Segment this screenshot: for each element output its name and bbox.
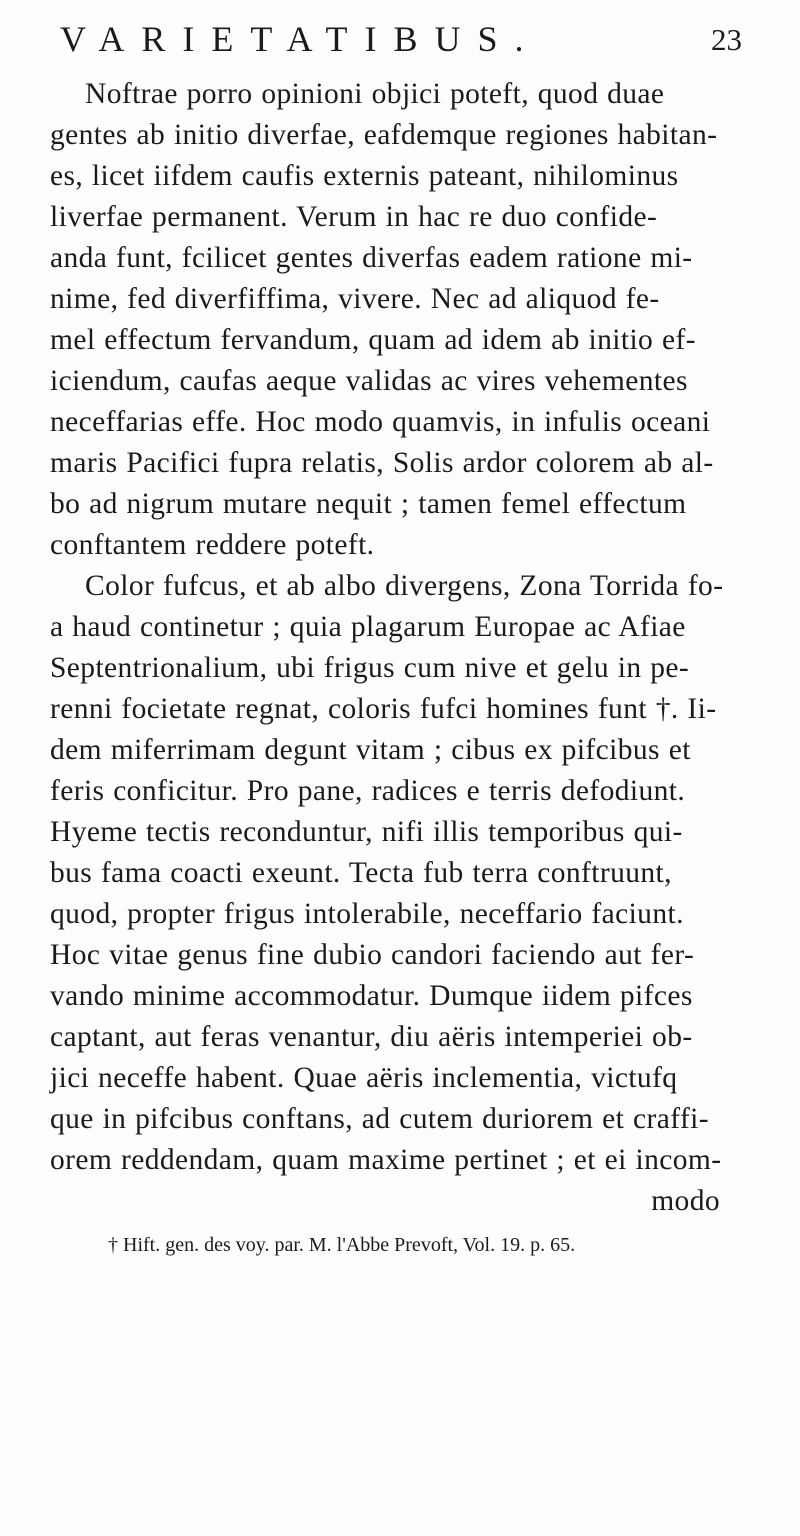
text-line: iciendum, caufas aeque validas ac vires vehementes <box>50 365 688 397</box>
text-line: gentes ab initio diverfae, eafdemque regiones habitan- <box>50 119 718 151</box>
text-line: a haud continetur ; quia plagarum Europae ac Afiae <box>50 611 686 643</box>
running-title: VARIETATIBUS. <box>60 19 541 59</box>
text-line: nime, fed diverfiffima, vivere. Nec ad aliquod fe- <box>50 283 660 315</box>
page-number: 23 <box>711 22 742 57</box>
text-line: Hyeme tectis reconduntur, nifi illis temporibus qui- <box>50 816 683 848</box>
text-line: Noftrae porro opinioni objici poteft, quod duae <box>85 78 665 110</box>
text-line: bus fama coacti exeunt. Tecta fub terra conftruunt, <box>50 857 672 889</box>
text-line: captant, aut feras venantur, diu aëris intemperiei ob- <box>50 1021 693 1053</box>
text-line: orem reddendam, quam maxime pertinet ; et ei incom- <box>50 1144 722 1176</box>
text-line: Hoc vitae genus fine dubio candori faciendo aut fer- <box>50 939 695 971</box>
text-line: neceffarias effe. Hoc modo quamvis, in infulis oceani <box>50 406 711 438</box>
text-line: quod, propter frigus intolerabile, neceffario faciunt. <box>50 898 684 930</box>
text-line: renni focietate regnat, coloris fufci homines funt †. Ii- <box>50 693 717 725</box>
text-line: mel effectum fervandum, quam ad idem ab initio ef- <box>50 324 696 356</box>
running-head <box>52 18 752 58</box>
text-line: Color fufcus, et ab albo divergens, Zona Torrida fo- <box>85 570 724 602</box>
text-line: feris conficitur. Pro pane, radices e terris defodiunt. <box>50 775 686 807</box>
catchword: modo <box>651 1185 720 1217</box>
text-line: anda funt, fcilicet gentes diverfas eadem ratione mi- <box>50 242 693 274</box>
text-line: vando minime accommodatur. Dumque iidem pifces <box>50 980 693 1012</box>
text-line: dem miferrimam degunt vitam ; cibus ex pifcibus et <box>50 734 691 766</box>
text-line: jici neceffe habent. Quae aëris inclementia, victufq <box>50 1062 678 1094</box>
text-line: liverfae permanent. Verum in hac re duo confide- <box>50 201 658 233</box>
footnote: † Hift. gen. des voy. par. M. l'Abbe Prevoft, Vol. 19. p. 65. <box>108 1234 576 1256</box>
text-line: que in pifcibus conftans, ad cutem duriorem et craffi- <box>50 1103 709 1135</box>
text-line: bo ad nigrum mutare nequit ; tamen femel effectum <box>50 488 687 520</box>
text-line: es, licet iifdem caufis externis pateant, nihilominus <box>50 160 679 192</box>
text-line: Septentrionalium, ubi frigus cum nive et gelu in pe- <box>50 652 690 684</box>
text-line: conftantem reddere poteft. <box>50 529 375 561</box>
text-line: maris Pacifici fupra relatis, Solis ardor colorem ab al- <box>50 447 714 479</box>
